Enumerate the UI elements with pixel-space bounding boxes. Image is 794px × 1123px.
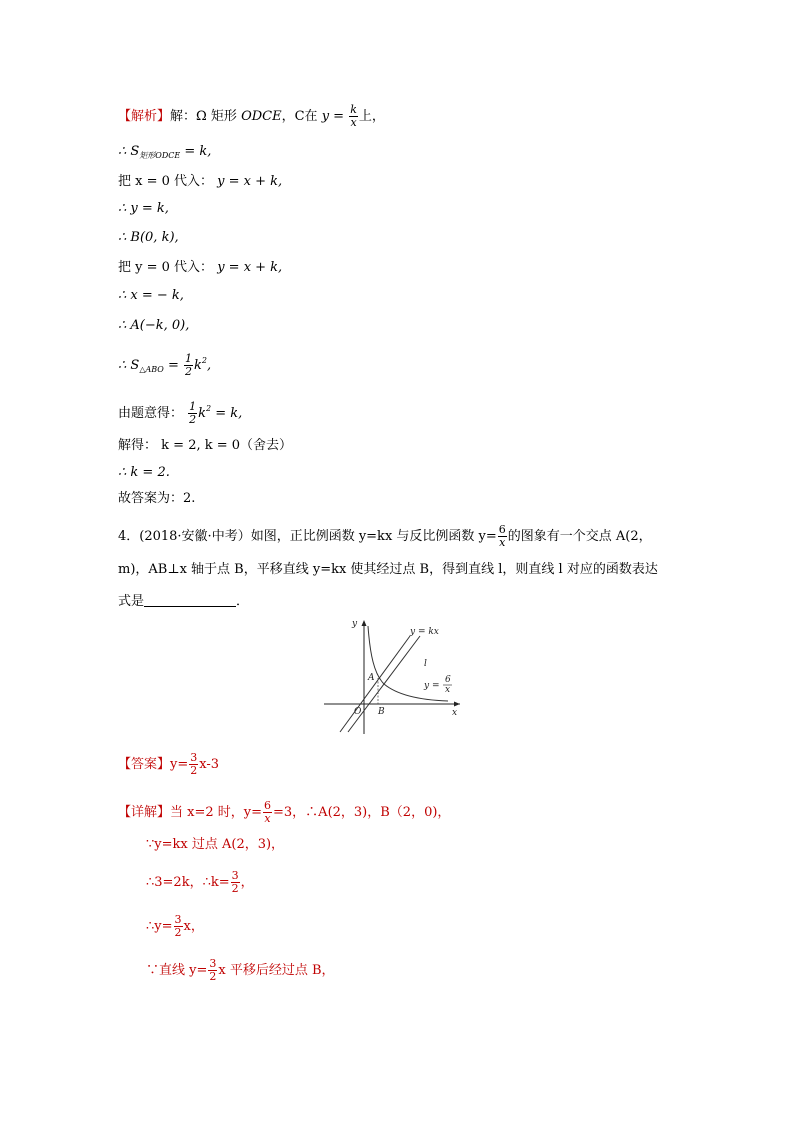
detail-line-1: 【详解】当 x=2 时，y= $\frac{6}{x}$ =3，∴A(2，3)，B（2，0)， <box>118 799 451 825</box>
analysis-line-1: 【解析】解：Ω 矩形 ODCE，C在 y = $\frac{k}{x}$ 上， <box>118 103 385 129</box>
analysis-line-10: 由题意得： $\frac{1}{2}$ $k^2 = k$, <box>118 400 243 426</box>
detail-line-3: ∴3=2k，∴k= $\frac{3}{2}$ ， <box>146 869 254 895</box>
analysis-line-6: 把 y = 0 代入： y = x + k, <box>118 260 283 275</box>
y-axis-arrow <box>362 620 367 626</box>
analysis-line-12: ∴ k = 2. <box>118 465 170 480</box>
curve-label: y = <box>424 681 440 691</box>
answer-blank <box>144 592 236 607</box>
line-l-label: l <box>424 659 427 669</box>
fraction-one-half: $\frac{1}{2}$ <box>185 352 193 378</box>
analysis-tag: 【解析】 <box>118 109 171 124</box>
analysis-line-8: ∴ A(−k, 0), <box>118 318 190 333</box>
analysis-line-3: 把 x = 0 代入： y = x + k, <box>118 174 283 189</box>
question-4-line-1: 4．(2018·安徽·中考）如图，正比例函数 y=kx 与反比例函数 y= $\frac{6}{x}$ 的图象有一个交点 A(2， <box>118 523 652 549</box>
x-axis-label: x <box>452 708 458 718</box>
analysis-line-5: ∴ B(0, k), <box>118 230 179 245</box>
analysis-line-9: ∴ $S_{\triangle ABO}$ = $\frac{1}{2}$ $k^2$, <box>118 352 212 378</box>
answer-line: 【答案】y= $\frac{3}{2}$ x-3 <box>118 751 220 777</box>
detail-tag: 【详解】 <box>118 805 171 820</box>
analysis-line-2: ∴ $S_{矩形ODCE} = k$, <box>118 144 212 160</box>
fraction-6-over-x: $\frac{6}{x}$ <box>264 799 272 825</box>
analysis-line-4: ∴ y = k, <box>118 201 169 216</box>
y-axis-label: y <box>352 619 358 629</box>
origin-label: O <box>354 707 362 717</box>
analysis-line-11: 解得： k = 2, k = 0（舍去） <box>118 438 293 453</box>
fraction-k-over-x: $\frac{k}{x}$ <box>350 103 357 129</box>
function-graph-figure <box>318 614 468 738</box>
curve-label-den: x <box>445 685 451 695</box>
question-4-line-3: 式是 ． <box>118 594 250 609</box>
analysis-line-7: ∴ x = − k, <box>118 288 184 303</box>
fraction-3-over-2: $\frac{3}{2}$ <box>231 869 239 895</box>
fraction-3-over-2: $\frac{3}{2}$ <box>190 751 198 777</box>
curve-label-num: 6 <box>445 675 451 685</box>
fraction-3-over-2: $\frac{3}{2}$ <box>174 913 182 939</box>
detail-line-5: ∵直线 y= $\frac{3}{2}$ x 平移后经过点 B， <box>146 957 335 983</box>
answer-tag: 【答案】 <box>118 757 171 772</box>
detail-line-4: ∴y= $\frac{3}{2}$ x， <box>146 913 204 939</box>
analysis-line-13: 故答案为：2. <box>118 491 196 506</box>
detail-line-2: ∵y=kx 过点 A(2，3)， <box>146 837 285 852</box>
fraction-one-half: $\frac{1}{2}$ <box>189 400 197 426</box>
line-y-kx-label: y = kx <box>410 627 439 637</box>
fraction-6-over-x: $\frac{6}{x}$ <box>498 523 506 549</box>
point-a-label: A <box>368 673 375 683</box>
line-y-kx <box>340 636 410 732</box>
line-l <box>348 636 420 732</box>
fraction-3-over-2: $\frac{3}{2}$ <box>209 957 217 983</box>
x-axis-arrow <box>454 702 460 707</box>
question-4-line-2: m)，AB⊥x 轴于点 B，平移直线 y=kx 使其经过点 B，得到直线 l，则直线 l 对应的函数表达 <box>118 562 658 577</box>
point-b-label: B <box>378 707 385 717</box>
